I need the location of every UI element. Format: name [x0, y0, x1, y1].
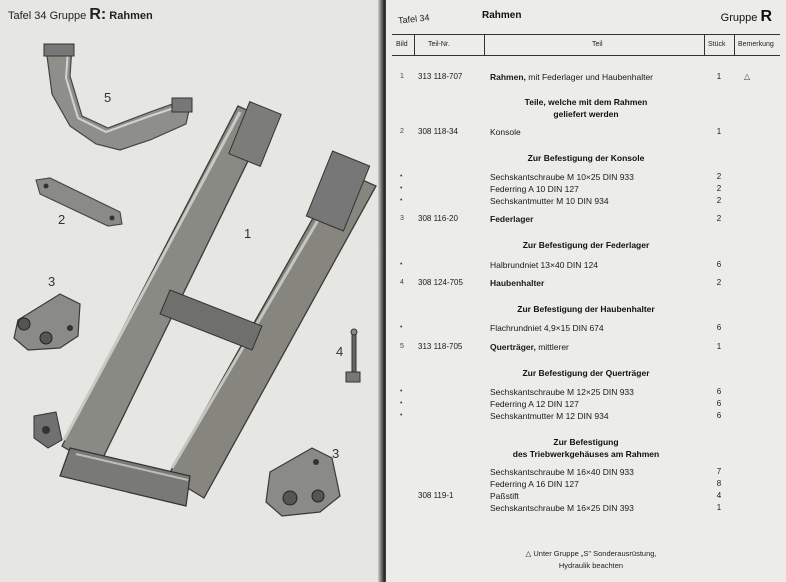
left-header-letter: R: [89, 6, 107, 23]
col-teilnr: Teil-Nr. [428, 41, 450, 48]
table-row: • Federring A 10 DIN 127 2 [400, 184, 722, 194]
gruppe-letter: R [760, 8, 772, 25]
part-3-spring-bracket-lower [266, 448, 340, 516]
section-heading: Zur Befestigung der Federlager [522, 240, 650, 250]
section-heading: Zur Befestigung der Querträger [522, 368, 650, 378]
label-2: 2 [58, 212, 66, 227]
left-page [0, 0, 382, 582]
part-1-main-frame [34, 102, 376, 506]
label-3-lower: 3 [332, 446, 340, 461]
table-row: 4 308 124-705 Haubenhalter 2 [400, 278, 722, 288]
col-bemerkung: Bemerkung [738, 41, 774, 48]
col-bild: Bild [396, 41, 408, 48]
table-row: • Federring A 12 DIN 127 6 [400, 399, 722, 409]
left-header-name: Rahmen [109, 10, 153, 22]
part-2-console [36, 178, 122, 226]
table-row: • Sechskantschraube M 12×25 DIN 933 6 [400, 387, 722, 397]
table-row: 2 308 118-34 Konsole 1 [400, 127, 722, 137]
part-3-spring-bracket-upper [14, 294, 80, 350]
col-teil: Teil [592, 41, 603, 48]
table-row: • Flachrundniet 4,9×15 DIN 674 6 [400, 323, 722, 333]
section-heading: Zur Befestigung des Triebwerkgehäuses am Rahmen [512, 437, 660, 459]
section-heading: Zur Befestigung der Haubenhalter [517, 304, 655, 314]
table-row: 1 313 118-707 Rahmen, mit Federlager und Haubenhalter 1 △ [400, 72, 751, 82]
right-header-gruppe [721, 8, 772, 26]
left-page-header [8, 6, 153, 24]
section-heading: Teile, welche mit dem Rahmen geliefert werden [524, 97, 648, 119]
table-row: • Sechskantmutter M 12 DIN 934 6 [400, 411, 722, 421]
right-header-tafel: Tafel 34 [397, 12, 430, 26]
parts-table-header [392, 34, 780, 56]
table-row: • Halbrundniet 13×40 DIN 124 6 [400, 260, 722, 270]
table-row: 3 308 116-20 Federlager 2 [400, 214, 722, 224]
section-heading: Zur Befestigung der Konsole [527, 153, 645, 163]
table-row: • Sechskantmutter M 10 DIN 934 2 [400, 196, 722, 206]
footnote [496, 548, 686, 572]
left-header-tafel: Tafel 34 Gruppe [8, 10, 87, 22]
part-5-crossmember [44, 44, 192, 150]
table-row: • Sechskantschraube M 10×25 DIN 933 2 [400, 172, 722, 182]
footnote-line1: △ Unter Gruppe „S" Sonderausrüstung, [525, 549, 657, 558]
footnote-line2: Hydraulik beachten [558, 561, 624, 570]
table-row: 5 313 118-705 Querträger, mittlerer 1 [400, 342, 722, 352]
table-row: Sechskantschraube M 16×40 DIN 933 7 [490, 467, 722, 477]
table-row: Federring A 16 DIN 127 8 [490, 479, 722, 489]
right-page [386, 0, 786, 582]
frame-exploded-diagram [0, 28, 382, 582]
label-1: 1 [244, 226, 252, 241]
label-4: 4 [336, 344, 344, 359]
table-row: Sechskantschraube M 16×25 DIN 393 1 [490, 503, 722, 513]
part-4-hood-holder [346, 329, 360, 382]
label-3-upper: 3 [48, 274, 56, 289]
label-5: 5 [104, 90, 112, 105]
right-header-title: Rahmen [482, 10, 522, 21]
table-row: 308 119-1 Paßstift 4 [418, 491, 722, 501]
gruppe-word: Gruppe [720, 12, 758, 24]
col-stueck: Stück [708, 41, 726, 48]
